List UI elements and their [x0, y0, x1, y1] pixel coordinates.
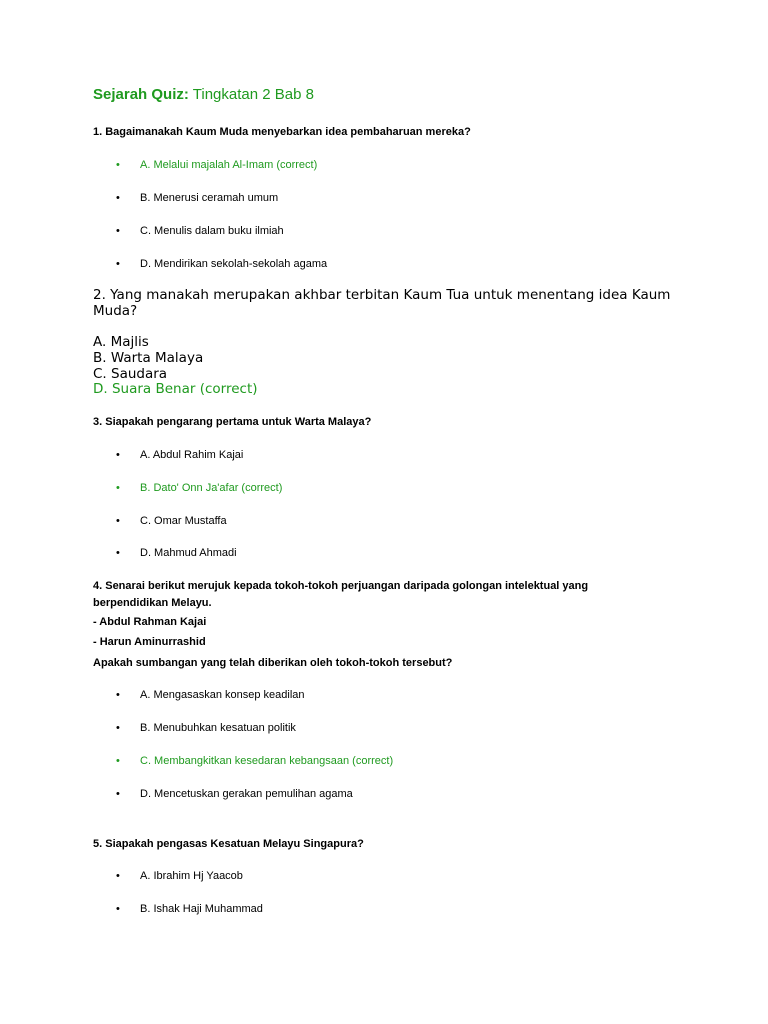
question-2: 2. Yang manakah merupakan akhbar terbitan Kaum Tua untuk menentang idea Kaum Muda?: [93, 287, 671, 319]
option-label: D. Mahmud Ahmadi: [140, 547, 237, 559]
q4-option-a: [116, 687, 305, 703]
bullet-icon: •: [116, 192, 120, 204]
option-label: C. Membangkitkan kesedaran kebangsaan (correct): [140, 755, 394, 767]
bullet-icon: •: [116, 870, 120, 882]
bullet-icon: •: [116, 755, 120, 767]
q2-option-a: A. Majlis: [93, 334, 149, 350]
bullet-icon: •: [116, 449, 120, 461]
page-title: [93, 86, 314, 103]
option-label: B. Menubuhkan kesatuan politik: [140, 722, 296, 734]
bullet-icon: •: [116, 547, 120, 559]
bullet-icon: •: [116, 722, 120, 734]
bullet-icon: •: [116, 515, 120, 527]
q4-option-d: [116, 786, 353, 802]
q4-option-c: [116, 753, 393, 769]
option-label: B. Dato' Onn Ja'afar (correct): [140, 482, 283, 494]
option-label: A. Melalui majalah Al-Imam (correct): [140, 159, 318, 171]
q3-option-b: [116, 480, 282, 496]
question-4-prompt: Apakah sumbangan yang telah diberikan oleh tokoh-tokoh tersebut?: [93, 657, 453, 669]
option-label: C. Omar Mustaffa: [140, 515, 227, 527]
q1-option-d: [116, 256, 327, 272]
option-label: A. Mengasaskan konsep keadilan: [140, 689, 305, 701]
q1-option-b: [116, 190, 278, 206]
q1-option-c: [116, 223, 284, 239]
title-bold: Sejarah Quiz:: [93, 86, 189, 103]
q3-option-a: [116, 447, 243, 463]
question-4-item-1: - Abdul Rahman Kajai: [93, 616, 207, 628]
option-label: B. Ishak Haji Muhammad: [140, 903, 263, 915]
bullet-icon: •: [116, 482, 120, 494]
q3-option-c: [116, 513, 227, 529]
q5-option-a: [116, 868, 243, 884]
q5-option-b: [116, 901, 263, 917]
bullet-icon: •: [116, 689, 120, 701]
bullet-icon: •: [116, 903, 120, 915]
option-label: D. Mendirikan sekolah-sekolah agama: [140, 258, 328, 270]
option-label: C. Menulis dalam buku ilmiah: [140, 225, 284, 237]
title-subtitle: Tingkatan 2 Bab 8: [192, 86, 314, 103]
q4-option-b: [116, 720, 296, 736]
option-label: B. Menerusi ceramah umum: [140, 192, 279, 204]
q3-option-d: [116, 545, 237, 561]
q1-option-a: [116, 157, 317, 173]
question-1: 1. Bagaimanakah Kaum Muda menyebarkan idea pembaharuan mereka?: [93, 126, 471, 138]
question-3: 3. Siapakah pengarang pertama untuk Warta Malaya?: [93, 416, 372, 428]
question-4-item-2: - Harun Aminurrashid: [93, 636, 206, 648]
option-label: A. Ibrahim Hj Yaacob: [140, 870, 243, 882]
question-5: 5. Siapakah pengasas Kesatuan Melayu Singapura?: [93, 838, 364, 850]
bullet-icon: •: [116, 258, 120, 270]
option-label: A. Abdul Rahim Kajai: [140, 449, 244, 461]
bullet-icon: •: [116, 788, 120, 800]
question-4-line-1: 4. Senarai berikut merujuk kepada tokoh-tokoh perjuangan daripada golongan intelektual yang: [93, 580, 589, 592]
bullet-icon: •: [116, 159, 120, 171]
q2-option-c: C. Saudara: [93, 366, 168, 382]
option-label: D. Mencetuskan gerakan pemulihan agama: [140, 788, 353, 800]
question-4-line-2: berpendidikan Melayu.: [93, 597, 212, 609]
q2-option-b: B. Warta Malaya: [93, 350, 204, 366]
q2-option-d: D. Suara Benar (correct): [93, 381, 258, 397]
bullet-icon: •: [116, 225, 120, 237]
